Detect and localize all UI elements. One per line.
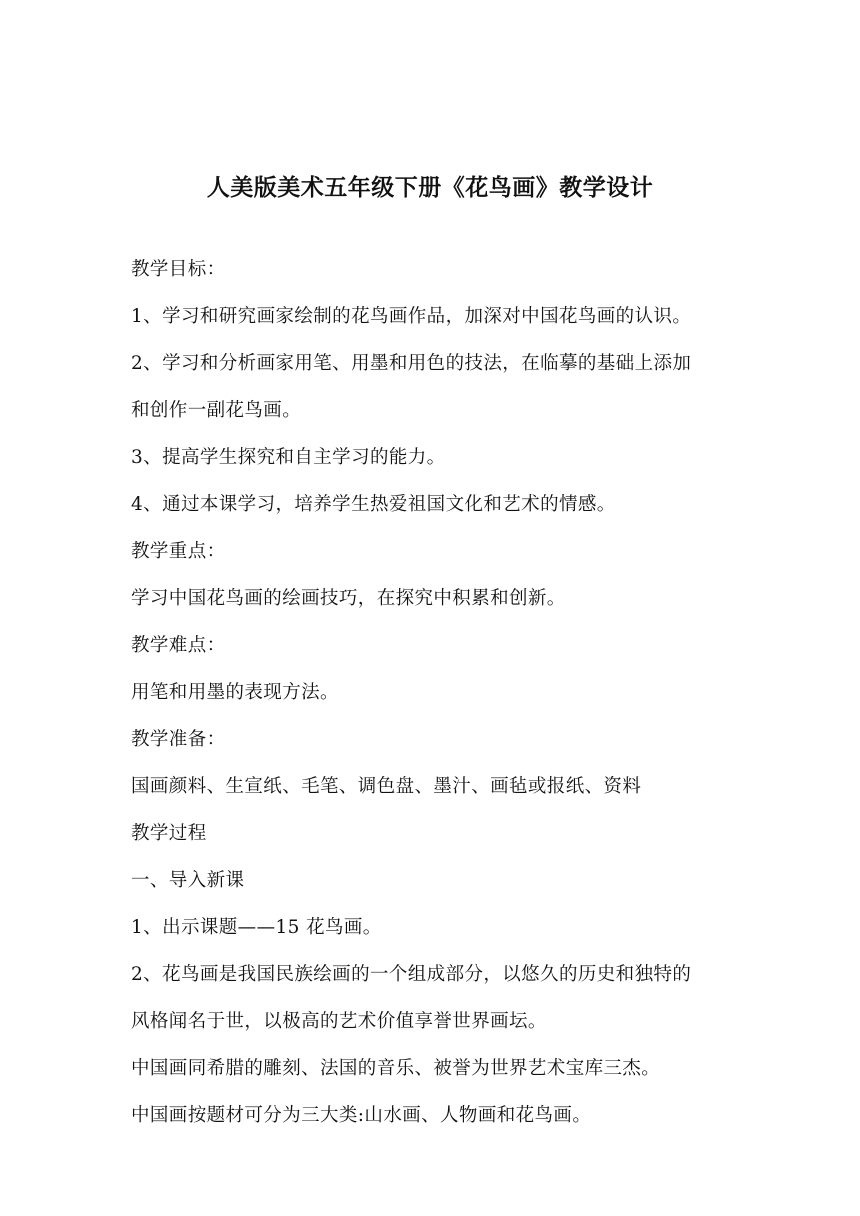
section-heading-preparation: 教学准备： [131, 729, 226, 750]
subsection-heading: 一、导入新课 [131, 870, 245, 891]
section-heading-key-points: 教学重点： [131, 541, 226, 562]
section-heading-difficulties: 教学难点： [131, 635, 226, 656]
paragraph-line: 3、提高学生探究和自主学习的能力。 [131, 447, 446, 468]
paragraph-line: 国画颜料、生宣纸、毛笔、调色盘、墨汁、画毡或报纸、资料 [131, 776, 642, 797]
section-heading-process: 教学过程 [131, 823, 207, 844]
paragraph-line: 1、学习和研究画家绘制的花鸟画作品，加深对中国花鸟画的认识。 [131, 306, 692, 327]
section-heading-objectives: 教学目标： [131, 259, 226, 280]
paragraph-line: 4、通过本课学习，培养学生热爱祖国文化和艺术的情感。 [131, 494, 616, 515]
paragraph-line: 和创作一副花鸟画。 [131, 400, 302, 421]
paragraph-line: 中国画按题材可分为三大类:山水画、人物画和花鸟画。 [131, 1105, 592, 1126]
document-title: 人美版美术五年级下册《花鸟画》教学设计 [206, 175, 654, 201]
paragraph-line: 风格闻名于世，以极高的艺术价值享誉世界画坛。 [131, 1011, 547, 1032]
paragraph-line: 2、花鸟画是我国民族绘画的一个组成部分，以悠久的历史和独特的 [131, 964, 692, 985]
document-body [131, 254, 731, 1147]
paragraph-line: 1、出示课题——15 花鸟画。 [131, 917, 382, 938]
paragraph-line: 中国画同希腊的雕刻、法国的音乐、被誉为世界艺术宝库三杰。 [131, 1058, 661, 1079]
paragraph-line: 学习中国花鸟画的绘画技巧，在探究中积累和创新。 [131, 588, 566, 609]
paragraph-line: 2、学习和分析画家用笔、用墨和用色的技法，在临摹的基础上添加 [131, 353, 692, 374]
paragraph-line: 用笔和用墨的表现方法。 [131, 682, 339, 703]
